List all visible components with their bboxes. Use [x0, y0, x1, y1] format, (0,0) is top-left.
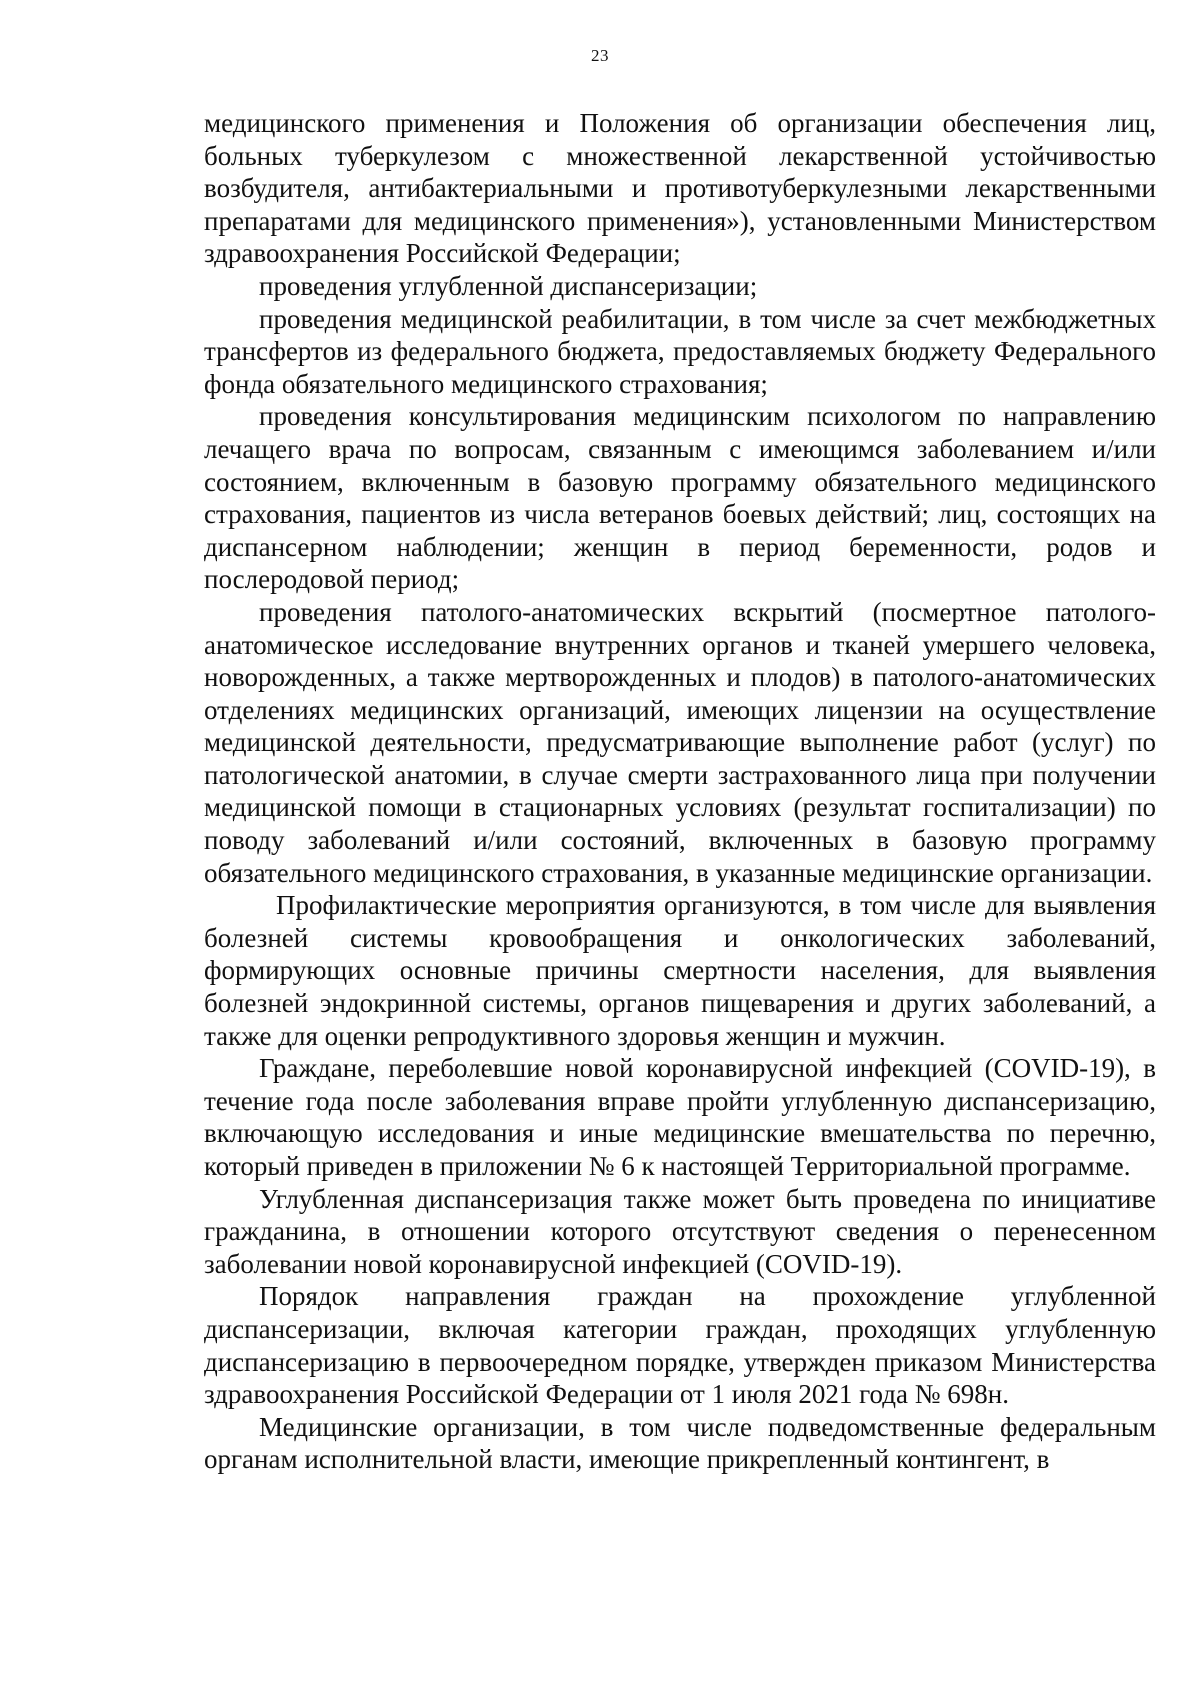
paragraph-in-depth-screening: проведения углубленной диспансеризации;: [259, 270, 758, 301]
paragraph-continuation: медицинского применения и Положения об организации обеспечения лиц, больных туберкулезом с множественной лекарственной устойчивостью возбудителя, антибактериальными и противотуберкулезными лекарственными препаратами для медицинского применения»), установленными Министерством здравоохранения Российской Федерации;: [204, 108, 1156, 269]
paragraph-autopsies: проведения патолого-анатомических вскрытий (посмертное патолого-анатомическое исследование внутренних органов и тканей умершего человека, новорожденных, а также мертворожденных и плодов) в патолого-анатомических отделениях медицинских организаций, имеющих лицензии на осуществление медицинской деятельности, предусматривающие выполнение работ (услуг) по патологической анатомии, в случае смерти застрахованного лица при получении медицинской помощи в стационарных условиях (результат госпитализации) по поводу заболеваний и/или состояний, включенных в базовую программу обязательного медицинского страхования, в указанные медицинские организации.: [204, 596, 1156, 888]
paragraph-preventive-measures: Профилактические мероприятия организуются, в том числе для выявления болезней системы кровообращения и онкологических заболеваний, формирующих основные причины смертности населения, для выявления болезней эндокринной системы, органов пищеварения и других заболеваний, а также для оценки репродуктивного здоровья женщин и мужчин.: [204, 890, 1156, 1051]
paragraph-psychologist-consultation: проведения консультирования медицинским психологом по направлению лечащего врача по вопросам, связанным с имеющимся заболеванием и/или состоянием, включенным в базовую программу обязательного медицинского страхования, пациентов из числа ветеранов боевых действий; лиц, состоящих на диспансерном наблюдении; женщин в период беременности, родов и послеродовой период;: [204, 401, 1156, 595]
paragraph-medical-organizations: Медицинские организации, в том числе подведомственные федеральным органам исполнительной власти, имеющие прикрепленный контингент, в: [204, 1411, 1156, 1475]
paragraph-rehabilitation: проведения медицинской реабилитации, в том числе за счет межбюджетных трансфертов из федерального бюджета, предоставляемых бюджету Федерального фонда обязательного медицинского страхования;: [204, 303, 1156, 399]
paragraph-citizen-initiative: Углубленная диспансеризация также может быть проведена по инициативе гражданина, в отношении которого отсутствуют сведения о перенесенном заболевании новой коронавирусной инфекцией (COVID-19).: [204, 1183, 1156, 1279]
document-body: [204, 107, 1156, 1476]
paragraph-covid-citizens: Граждане, переболевшие новой коронавирусной инфекцией (COVID-19), в течение года после заболевания вправе пройти углубленную диспансеризацию, включающую исследования и иные медицинские вмешательства по перечню, который приведен в приложении № 6 к настоящей Территориальной программе.: [204, 1053, 1156, 1181]
paragraph-referral-procedure: Порядок направления граждан на прохождение углубленной диспансеризации, включая категории граждан, проходящих углубленную диспансеризацию в первоочередном порядке, утвержден приказом Министерства здравоохранения Российской Федерации от 1 июля 2021 года № 698н.: [204, 1281, 1156, 1410]
page-number: 23: [591, 46, 609, 65]
